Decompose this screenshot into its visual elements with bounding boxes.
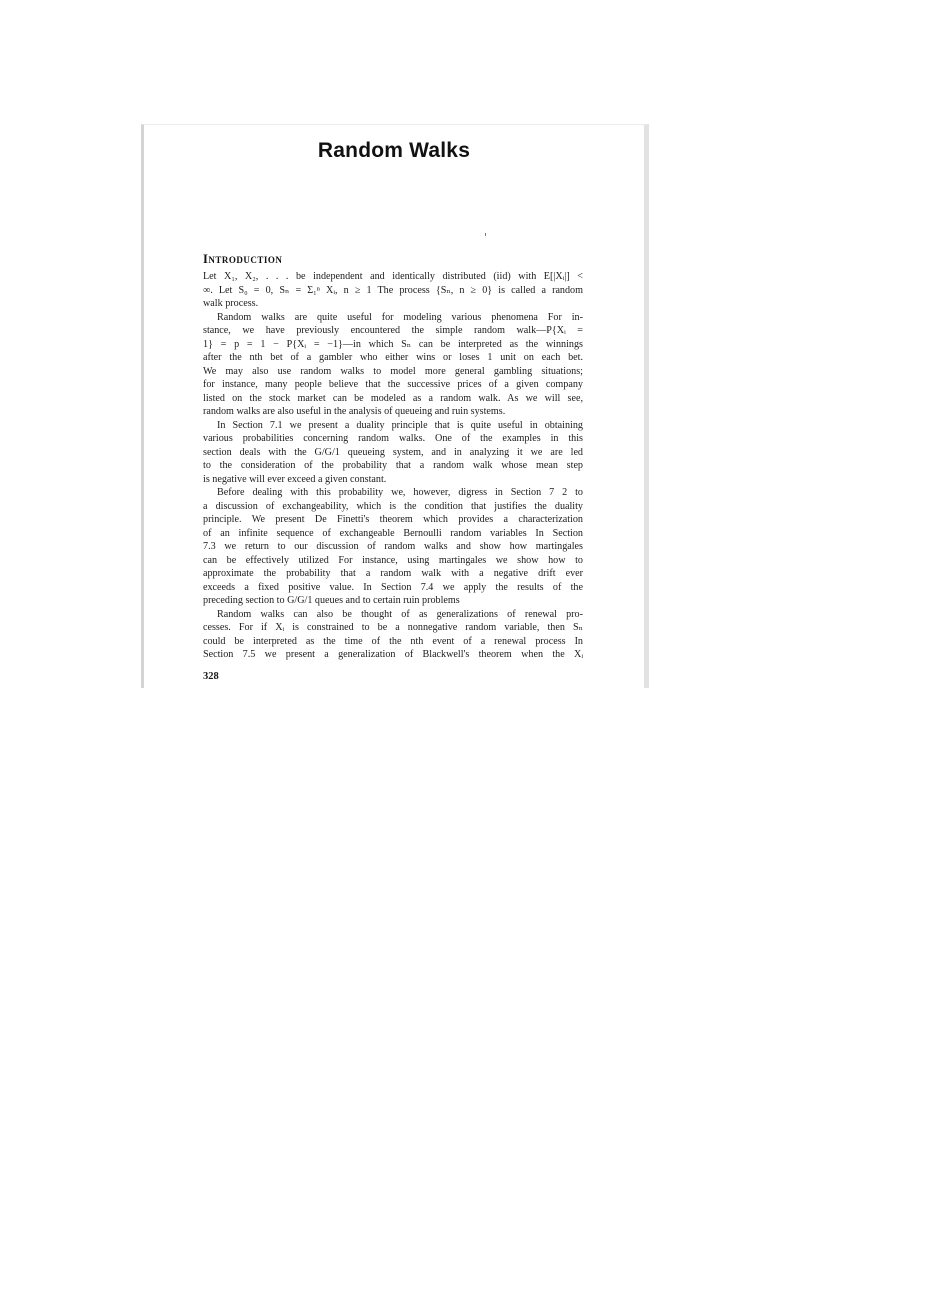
text-line: Random walks are quite useful for modeling various phenomena For in- xyxy=(217,311,583,323)
text-line: Section 7.5 we present a generalization of Blackwell's theorem when the Xᵢ xyxy=(203,649,583,660)
book-page xyxy=(141,124,649,688)
text-line: of an infinite sequence of exchangeable Bernoulli random variables In Section xyxy=(203,527,583,539)
scan-speck xyxy=(485,233,486,236)
text-line: 1} = p = 1 − P{Xᵢ = −1}—in which Sₙ can be interpreted as the winnings xyxy=(203,338,583,350)
text-line: 7.3 we return to our discussion of random walks and show how martingales xyxy=(203,541,583,552)
section-heading: Introduction xyxy=(203,252,283,266)
text-line: is negative will ever exceed a given constant. xyxy=(203,473,387,485)
text-line: stance, we have previously encountered the simple random walk—P{Xᵢ = xyxy=(203,325,583,336)
text-line: principle. We present De Finetti's theorem which provides a characterization xyxy=(203,514,583,525)
text-line: can be effectively utilized For instance, using martingales we show how to xyxy=(203,554,583,566)
text-line: We may also use random walks to model more general gambling situations; xyxy=(203,365,583,377)
text-line: for instance, many people believe that the successive prices of a given company xyxy=(203,379,583,390)
page-number: 328 xyxy=(203,671,219,682)
text-line: a discussion of exchangeability, which is the condition that justifies the duality xyxy=(203,500,583,512)
chapter-title: Random Walks xyxy=(317,139,471,162)
text-line: preceding section to G/G/1 queues and to certain ruin problems xyxy=(203,595,460,606)
text-line: random walks are also useful in the analysis of queueing and ruin systems. xyxy=(203,406,506,417)
text-line: ∞. Let S₀ = 0, Sₙ = Σ₁ⁿ Xᵢ, n ≥ 1 The process {Sₙ, n ≥ 0} is called a random xyxy=(203,284,583,296)
text-line: In Section 7.1 we present a duality principle that is quite useful in obtaining xyxy=(217,419,583,431)
text-line: to the consideration of the probability that a random walk whose mean step xyxy=(203,460,583,471)
text-line: walk process. xyxy=(203,298,259,309)
body-text xyxy=(203,270,583,662)
text-line: exceeds a fixed positive value. In Section 7.4 we apply the results of the xyxy=(203,581,583,593)
text-line: approximate the probability that a random walk with a negative drift ever xyxy=(203,568,583,579)
text-line: Let X₁, X₂, . . . be independent and identically distributed (iid) with E[|Xᵢ|] < xyxy=(203,271,583,282)
text-line: could be interpreted as the time of the nth event of a renewal process In xyxy=(203,635,583,647)
text-line: section deals with the G/G/1 queueing system, and in analyzing it we are led xyxy=(203,446,583,458)
text-line: various probabilities concerning random walks. One of the examples in this xyxy=(203,433,583,444)
text-line: after the nth bet of a gambler who either wins or loses 1 unit on each bet. xyxy=(203,352,583,363)
text-line: Random walks can also be thought of as generalizations of renewal pro- xyxy=(217,608,583,620)
text-line: Before dealing with this probability we, however, digress in Section 7 2 to xyxy=(217,487,583,498)
text-line: listed on the stock market can be modeled as a random walk. As we will see, xyxy=(203,392,583,404)
text-line: cesses. For if Xᵢ is constrained to be a nonnegative random variable, then Sₙ xyxy=(203,622,583,633)
